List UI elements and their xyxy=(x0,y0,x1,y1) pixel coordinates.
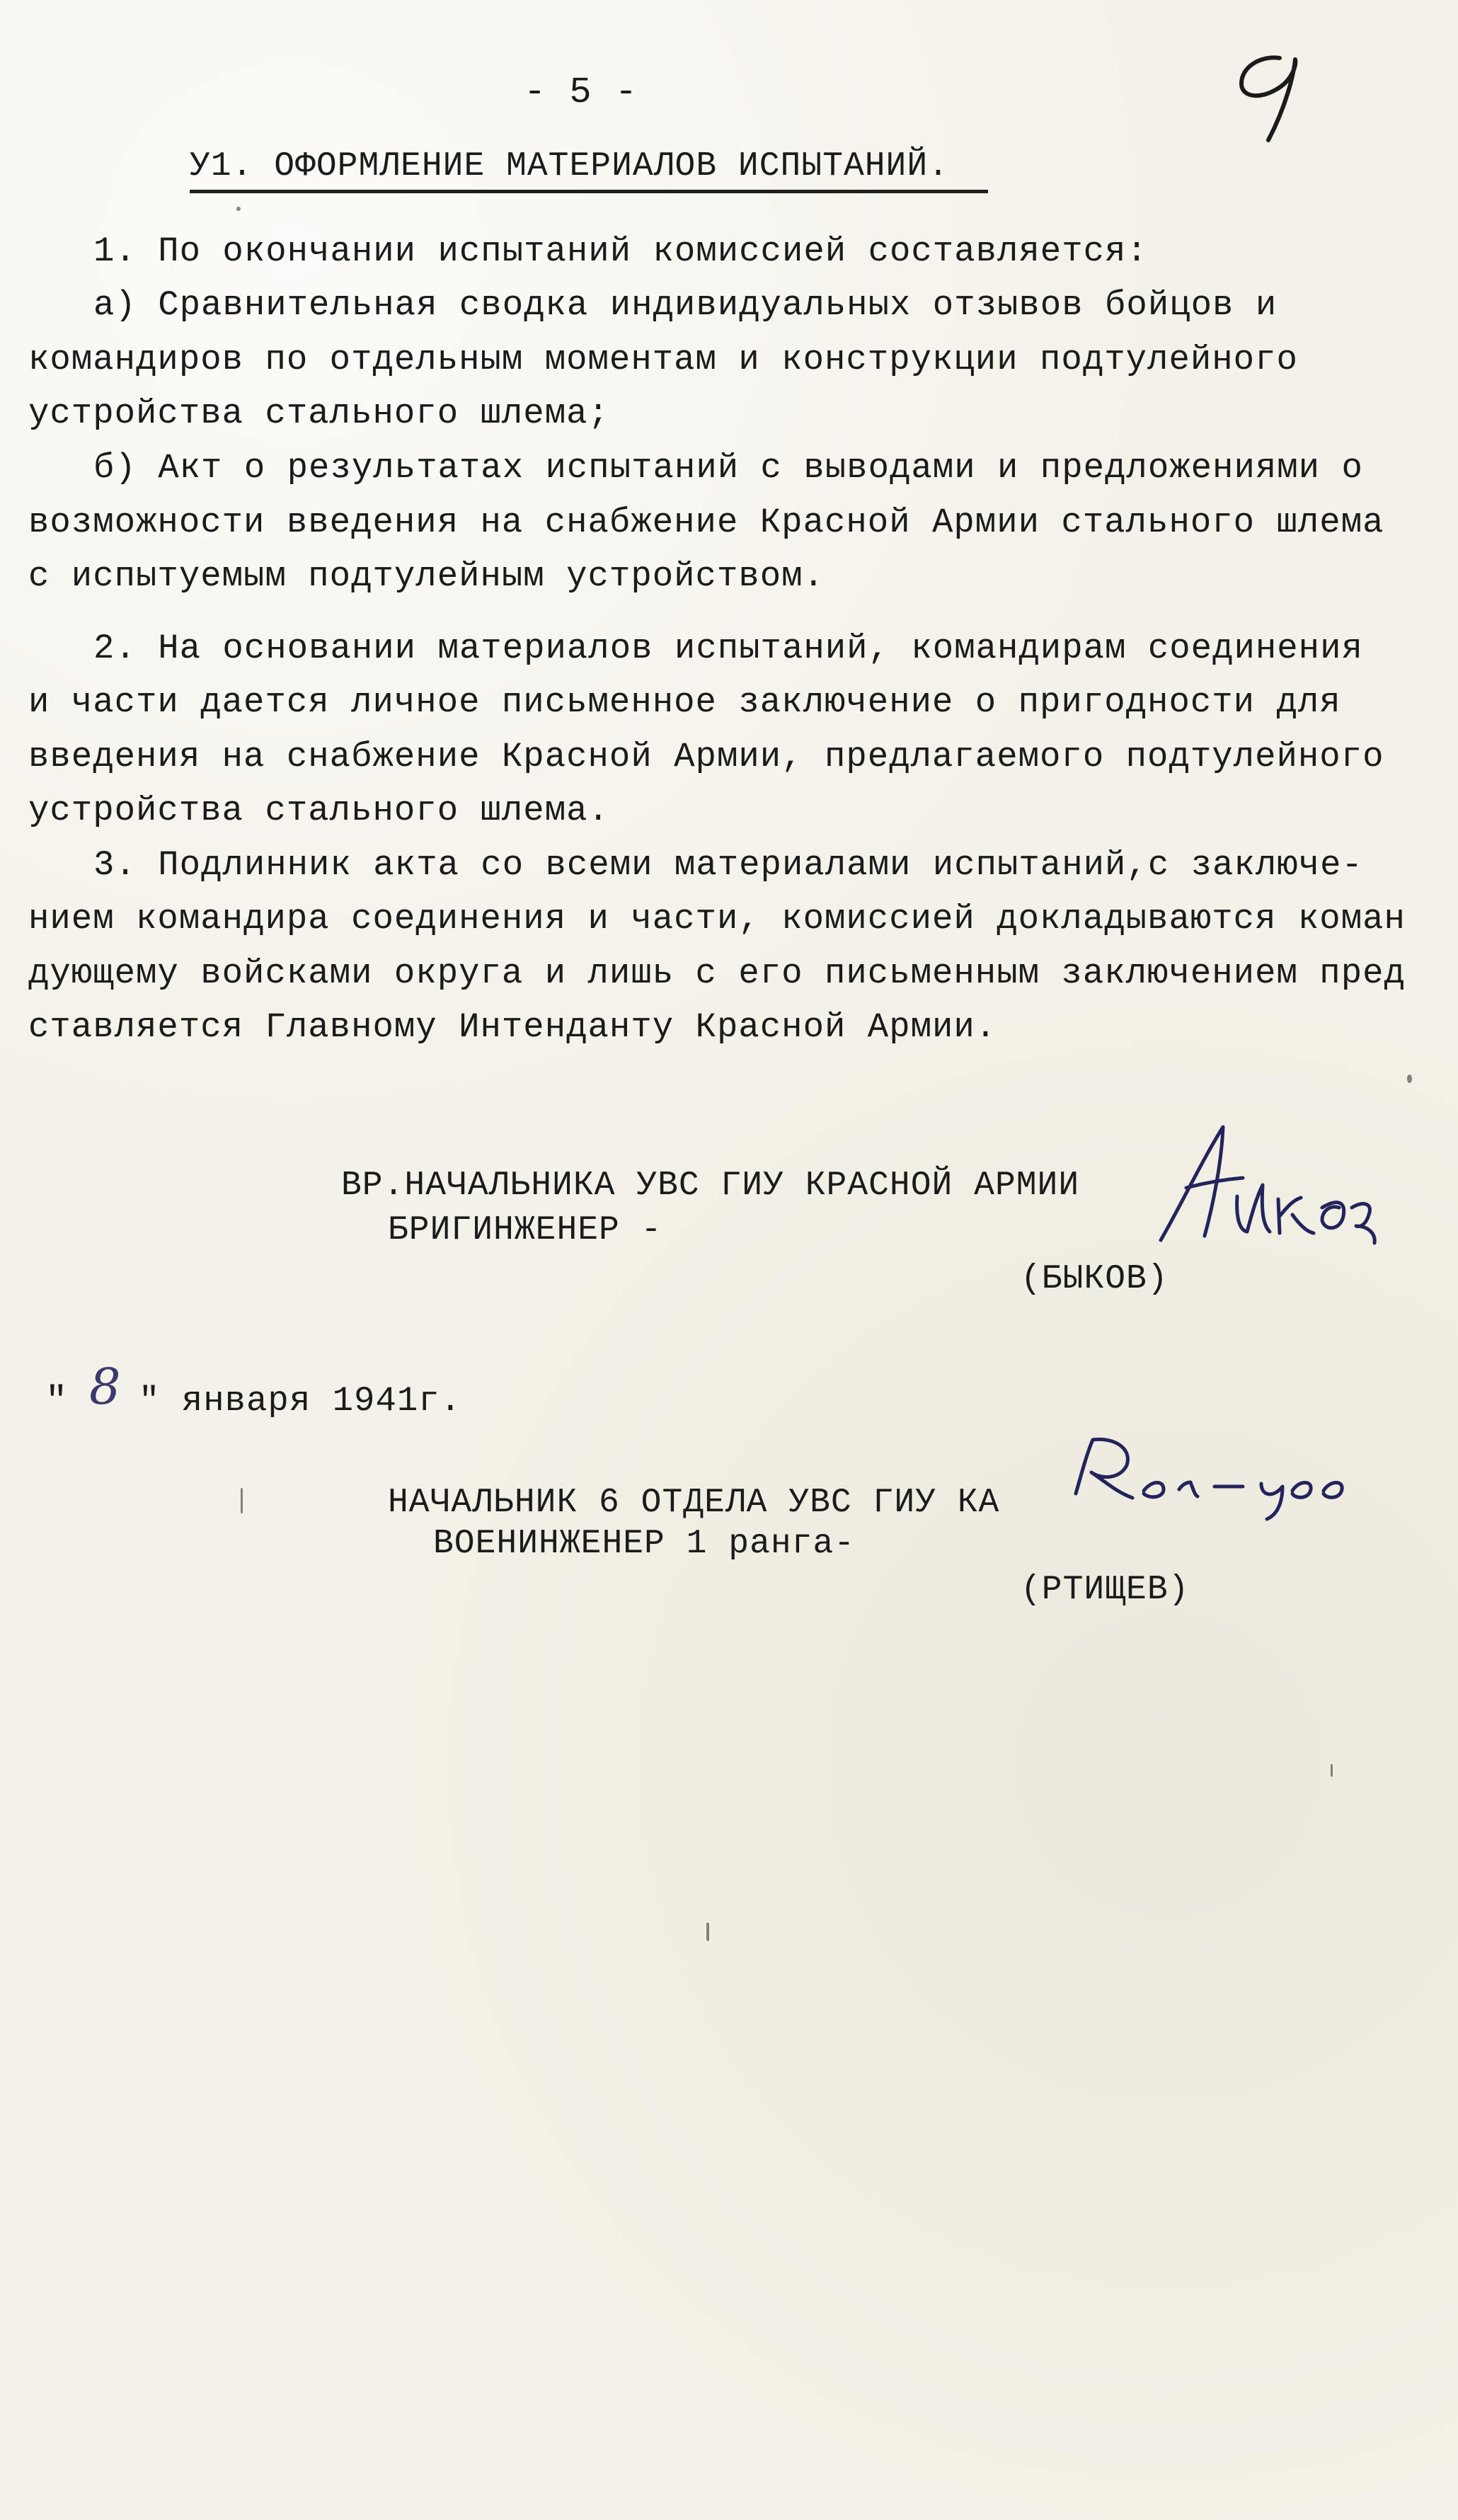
ink-speck xyxy=(241,1488,243,1513)
date-open-quote: " xyxy=(45,1380,69,1422)
signature-1-rank: БРИГИНЖЕНЕР - xyxy=(388,1211,662,1249)
date-day-handwritten: 8 xyxy=(89,1358,121,1416)
paragraph-2-line-4: устройства стального шлема. xyxy=(28,791,609,830)
paragraph-a-line-2: командиров по отдельным моментам и конструкции подтулейного xyxy=(28,340,1298,379)
paragraph-2-line-2: и части дается личное письменное заключение о пригодности для xyxy=(28,682,1341,722)
paragraph-b-line-2: возможности введения на снабжение Красной Армии стального шлема xyxy=(28,503,1384,542)
signature-2-title: НАЧАЛЬНИК 6 ОТДЕЛА УВС ГИУ КА xyxy=(388,1484,1000,1522)
ink-speck xyxy=(1331,1764,1333,1777)
signature-1-name: (БЫКОВ) xyxy=(1021,1260,1169,1298)
signature-2-name: (РТИЩЕВ) xyxy=(1021,1571,1190,1609)
paragraph-3-line-4: ставляется Главному Интенданту Красной Армии. xyxy=(28,1007,997,1047)
signature-1-handwritten xyxy=(1118,1111,1401,1253)
section-title: У1. ОФОРМЛЕНИЕ МАТЕРИАЛОВ ИСПЫТАНИЙ. xyxy=(190,147,949,185)
signature-2-rank: ВОЕНИНЖЕНЕР 1 ранга- xyxy=(433,1525,856,1563)
paragraph-3-line-3: дующему войсками округа и лишь с его письменным заключением пред xyxy=(28,953,1406,993)
date-rest: " января 1941г. xyxy=(139,1381,462,1421)
paragraph-a-line-1: а) Сравнительная сводка индивидуальных отзывов бойцов и xyxy=(93,285,1278,325)
ink-speck xyxy=(1407,1075,1412,1083)
handwritten-page-number xyxy=(1217,42,1331,149)
paragraph-1-line: 1. По окончании испытаний комиссией составляется: xyxy=(93,231,1148,271)
section-title-underline xyxy=(190,190,988,193)
paragraph-3-line-2: нием командира соединения и части, комиссией докладываются коман xyxy=(28,899,1406,939)
paragraph-b-line-1: б) Акт о результатах испытаний с выводами и предложениями о xyxy=(93,448,1363,488)
paragraph-b-line-3: с испытуемым подтулейным устройством. xyxy=(28,556,825,596)
signature-1-title: ВР.НАЧАЛЬНИКА УВС ГИУ КРАСНОЙ АРМИИ xyxy=(341,1167,1080,1205)
signature-2-handwritten xyxy=(1060,1431,1365,1523)
paragraph-2-line-3: введения на снабжение Красной Армии, предлагаемого подтулейного xyxy=(28,737,1384,777)
paragraph-3-line-1: 3. Подлинник акта со всеми материалами испытаний,с заключе- xyxy=(93,845,1363,885)
paragraph-a-line-3: устройства стального шлема; xyxy=(28,394,609,433)
ink-speck xyxy=(236,207,241,211)
page-number: - 5 - xyxy=(524,71,638,113)
ink-speck xyxy=(706,1923,709,1941)
paragraph-2-line-1: 2. На основании материалов испытаний, командирам соединения xyxy=(93,629,1363,668)
